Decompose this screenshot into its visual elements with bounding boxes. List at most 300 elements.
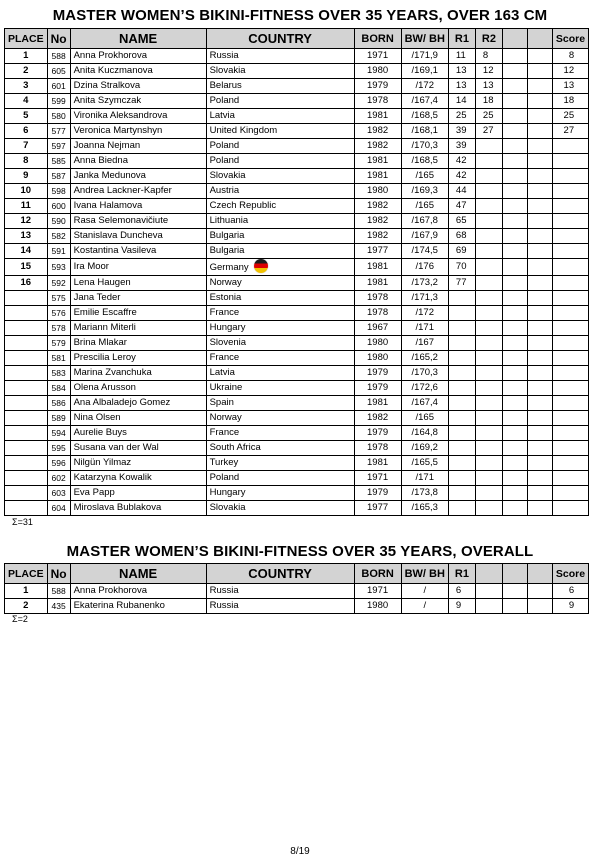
cell-r2	[475, 411, 502, 426]
cell-score: 18	[552, 94, 588, 109]
cell-r2	[475, 291, 502, 306]
cell-name: Marina Zvanchuka	[70, 366, 206, 381]
cell-no: 589	[47, 411, 70, 426]
cell-r2	[475, 169, 502, 184]
cell-r2	[475, 396, 502, 411]
cell-score	[552, 184, 588, 199]
cell-bw: /172,6	[401, 381, 448, 396]
cell-place	[5, 411, 48, 426]
cell-r2	[475, 139, 502, 154]
cell-r2	[475, 276, 502, 291]
cell-empty	[502, 411, 527, 426]
cell-name: Dzina Stralkova	[70, 79, 206, 94]
cell-born: 1981	[354, 456, 401, 471]
cell-place: 1	[5, 49, 48, 64]
cell-bw: /167	[401, 336, 448, 351]
cell-score	[552, 199, 588, 214]
cell-country: Belarus	[206, 79, 354, 94]
cell-country: Poland	[206, 154, 354, 169]
cell-country: Norway	[206, 276, 354, 291]
cell-empty	[502, 259, 527, 276]
table-row	[5, 291, 589, 306]
cell-bw: /172	[401, 79, 448, 94]
cell-r1	[448, 321, 475, 336]
cell-name: Jana Teder	[70, 291, 206, 306]
cell-no: 580	[47, 109, 70, 124]
cell-r2	[475, 456, 502, 471]
cell-r2: 8	[475, 49, 502, 64]
cell-bw: /167,8	[401, 214, 448, 229]
cell-empty	[502, 214, 527, 229]
cell-name: Stanislava Duncheva	[70, 229, 206, 244]
cell-place	[5, 366, 48, 381]
cell-empty	[527, 366, 552, 381]
cell-country: Spain	[206, 396, 354, 411]
cell-empty	[502, 336, 527, 351]
cell-empty	[527, 584, 552, 599]
cell-place	[5, 501, 48, 516]
cell-bw: /165	[401, 199, 448, 214]
table-row	[5, 381, 589, 396]
cell-born: 1982	[354, 411, 401, 426]
cell-r1	[448, 501, 475, 516]
cell-country: Poland	[206, 139, 354, 154]
cell-born: 1981	[354, 396, 401, 411]
cell-empty	[527, 336, 552, 351]
cell-empty	[502, 321, 527, 336]
table-row	[5, 229, 589, 244]
cell-score	[552, 471, 588, 486]
cell-name: Anna Prokhorova	[70, 584, 206, 599]
cell-name: Veronica Martynshyn	[70, 124, 206, 139]
cell-empty	[502, 276, 527, 291]
cell-country: Latvia	[206, 109, 354, 124]
table-row	[5, 139, 589, 154]
cell-born: 1981	[354, 154, 401, 169]
cell-empty	[527, 244, 552, 259]
cell-place	[5, 456, 48, 471]
column-header-no: No	[47, 29, 70, 49]
cell-country: France	[206, 426, 354, 441]
cell-bw: /167,4	[401, 94, 448, 109]
table-row	[5, 259, 589, 276]
table-row	[5, 366, 589, 381]
cell-empty	[502, 94, 527, 109]
column-header-born: BORN	[354, 29, 401, 49]
cell-bw: /	[401, 584, 448, 599]
cell-born: 1982	[354, 124, 401, 139]
cell-r1: 42	[448, 154, 475, 169]
cell-bw: /167,4	[401, 396, 448, 411]
cell-r1	[448, 291, 475, 306]
cell-no: 585	[47, 154, 70, 169]
cell-born: 1971	[354, 471, 401, 486]
cell-empty	[527, 94, 552, 109]
cell-bw: /169,3	[401, 184, 448, 199]
cell-r1	[448, 441, 475, 456]
table-header-row	[5, 29, 589, 49]
cell-name: Ekaterina Rubanenko	[70, 599, 206, 614]
cell-empty	[502, 501, 527, 516]
cell-country: Estonia	[206, 291, 354, 306]
cell-name: Ivana Halamova	[70, 199, 206, 214]
cell-r2	[475, 306, 502, 321]
cell-r1: 47	[448, 199, 475, 214]
cell-born: 1981	[354, 259, 401, 276]
cell-born: 1978	[354, 291, 401, 306]
cell-place	[5, 321, 48, 336]
cell-place: 9	[5, 169, 48, 184]
cell-name: Katarzyna Kowalik	[70, 471, 206, 486]
cell-bw: /165,3	[401, 501, 448, 516]
cell-name: Ira Moor	[70, 259, 206, 276]
cell-empty	[527, 426, 552, 441]
cell-bw: /173,2	[401, 276, 448, 291]
cell-r2	[475, 584, 502, 599]
cell-r2: 18	[475, 94, 502, 109]
cell-r2	[475, 381, 502, 396]
table-row	[5, 396, 589, 411]
cell-r2	[475, 199, 502, 214]
cell-place	[5, 471, 48, 486]
cell-country: Lithuania	[206, 214, 354, 229]
cell-country: Ukraine	[206, 381, 354, 396]
results-table-overall	[4, 563, 589, 614]
cell-born: 1979	[354, 426, 401, 441]
cell-country: Bulgaria	[206, 244, 354, 259]
cell-score	[552, 244, 588, 259]
cell-country: Slovakia	[206, 169, 354, 184]
table-row	[5, 169, 589, 184]
cell-empty	[502, 441, 527, 456]
cell-no: 605	[47, 64, 70, 79]
table-row	[5, 64, 589, 79]
cell-no: 595	[47, 441, 70, 456]
cell-r1: 39	[448, 124, 475, 139]
cell-score: 13	[552, 79, 588, 94]
cell-r2	[475, 214, 502, 229]
cell-name: Anita Kuczmanova	[70, 64, 206, 79]
cell-bw: /173,8	[401, 486, 448, 501]
cell-born: 1982	[354, 139, 401, 154]
cell-country: Poland	[206, 471, 354, 486]
cell-r2	[475, 321, 502, 336]
cell-country: Russia	[206, 599, 354, 614]
column-header-blank-1	[502, 564, 527, 584]
cell-born: 1979	[354, 381, 401, 396]
cell-r1: 25	[448, 109, 475, 124]
cell-name: Anna Prokhorova	[70, 49, 206, 64]
cell-country: South Africa	[206, 441, 354, 456]
entry-count: Σ=2	[12, 614, 28, 624]
cell-r2: 12	[475, 64, 502, 79]
cell-empty	[502, 456, 527, 471]
cell-score	[552, 306, 588, 321]
cell-r1	[448, 366, 475, 381]
cell-born: 1979	[354, 486, 401, 501]
cell-r2	[475, 501, 502, 516]
cell-score: 12	[552, 64, 588, 79]
cell-name: Olena Arusson	[70, 381, 206, 396]
cell-bw: /176	[401, 259, 448, 276]
cell-born: 1981	[354, 169, 401, 184]
table-row	[5, 426, 589, 441]
column-header-born: BORN	[354, 564, 401, 584]
column-header-r1: R1	[448, 564, 475, 584]
cell-place: 14	[5, 244, 48, 259]
cell-r1: 65	[448, 214, 475, 229]
cell-empty	[502, 124, 527, 139]
cell-bw: /170,3	[401, 366, 448, 381]
table-row	[5, 79, 589, 94]
cell-place: 13	[5, 229, 48, 244]
cell-score	[552, 291, 588, 306]
cell-place: 11	[5, 199, 48, 214]
cell-r2: 13	[475, 79, 502, 94]
cell-empty	[527, 124, 552, 139]
cell-score	[552, 426, 588, 441]
cell-bw: /172	[401, 306, 448, 321]
results-table-over-163	[4, 28, 589, 516]
cell-no: 583	[47, 366, 70, 381]
cell-empty	[502, 229, 527, 244]
cell-country: Russia	[206, 584, 354, 599]
cell-no: 596	[47, 456, 70, 471]
cell-place: 1	[5, 584, 48, 599]
cell-bw: /165	[401, 169, 448, 184]
cell-score	[552, 381, 588, 396]
cell-r2	[475, 184, 502, 199]
cell-no: 597	[47, 139, 70, 154]
cell-no: 599	[47, 94, 70, 109]
column-header-place: PLACE	[5, 29, 48, 49]
cell-name: Janka Medunova	[70, 169, 206, 184]
table-row	[5, 124, 589, 139]
cell-country: Russia	[206, 49, 354, 64]
cell-country: Poland	[206, 94, 354, 109]
cell-empty	[527, 396, 552, 411]
cell-empty	[527, 291, 552, 306]
column-header-bw-bh: BW/ BH	[401, 564, 448, 584]
cell-name: Andrea Lackner-Kapfer	[70, 184, 206, 199]
cell-score	[552, 139, 588, 154]
cell-score	[552, 336, 588, 351]
cell-r1	[448, 306, 475, 321]
cell-place	[5, 396, 48, 411]
cell-no: 601	[47, 79, 70, 94]
cell-country: Czech Republic	[206, 199, 354, 214]
cell-empty	[527, 501, 552, 516]
column-header-r2	[475, 564, 502, 584]
cell-score: 9	[552, 599, 588, 614]
cell-born: 1971	[354, 49, 401, 64]
cell-empty	[527, 169, 552, 184]
column-header-country: COUNTRY	[206, 29, 354, 49]
cell-no: 591	[47, 244, 70, 259]
cell-born: 1979	[354, 79, 401, 94]
cell-no: 577	[47, 124, 70, 139]
cell-r2	[475, 441, 502, 456]
germany-flag-icon	[254, 259, 268, 273]
cell-empty	[527, 351, 552, 366]
cell-r1: 13	[448, 64, 475, 79]
cell-no: 435	[47, 599, 70, 614]
cell-born: 1977	[354, 244, 401, 259]
cell-born: 1978	[354, 94, 401, 109]
cell-place: 3	[5, 79, 48, 94]
column-header-name: NAME	[70, 564, 206, 584]
cell-no: 598	[47, 184, 70, 199]
cell-country: Austria	[206, 184, 354, 199]
cell-no: 586	[47, 396, 70, 411]
cell-r1: 6	[448, 584, 475, 599]
cell-name: Nina Olsen	[70, 411, 206, 426]
cell-no: 593	[47, 259, 70, 276]
cell-no: 587	[47, 169, 70, 184]
table-row	[5, 321, 589, 336]
cell-no: 575	[47, 291, 70, 306]
cell-no: 581	[47, 351, 70, 366]
cell-empty	[502, 381, 527, 396]
cell-born: 1982	[354, 199, 401, 214]
cell-name: Kostantina Vasileva	[70, 244, 206, 259]
cell-r1: 11	[448, 49, 475, 64]
cell-name: Brina Mlakar	[70, 336, 206, 351]
cell-born: 1982	[354, 214, 401, 229]
cell-score	[552, 229, 588, 244]
column-header-blank-2	[527, 29, 552, 49]
cell-country: United Kingdom	[206, 124, 354, 139]
cell-no: 579	[47, 336, 70, 351]
cell-no: 603	[47, 486, 70, 501]
cell-country: Turkey	[206, 456, 354, 471]
cell-name: Eva Papp	[70, 486, 206, 501]
cell-no: 578	[47, 321, 70, 336]
cell-name: Aurelie Buys	[70, 426, 206, 441]
cell-empty	[502, 396, 527, 411]
page-number: 8/19	[290, 846, 310, 857]
cell-place: 2	[5, 64, 48, 79]
cell-empty	[527, 199, 552, 214]
cell-place: 10	[5, 184, 48, 199]
cell-place: 7	[5, 139, 48, 154]
cell-country: Slovenia	[206, 336, 354, 351]
cell-name: Joanna Nejman	[70, 139, 206, 154]
cell-country: Slovakia	[206, 501, 354, 516]
section-2-title: MASTER WOMEN’S BIKINI-FITNESS OVER 35 YEARS, OVERALL	[66, 543, 534, 560]
cell-no: 590	[47, 214, 70, 229]
column-header-blank-2	[527, 564, 552, 584]
cell-score	[552, 396, 588, 411]
cell-place: 6	[5, 124, 48, 139]
cell-score	[552, 411, 588, 426]
cell-empty	[527, 441, 552, 456]
column-header-country: COUNTRY	[206, 564, 354, 584]
cell-bw: /171	[401, 321, 448, 336]
table-row	[5, 471, 589, 486]
cell-empty	[527, 321, 552, 336]
cell-place: 5	[5, 109, 48, 124]
table-row	[5, 351, 589, 366]
cell-country: Hungary	[206, 321, 354, 336]
cell-born: 1971	[354, 584, 401, 599]
cell-born: 1982	[354, 229, 401, 244]
cell-empty	[527, 229, 552, 244]
cell-empty	[502, 584, 527, 599]
cell-name: Anna Biedna	[70, 154, 206, 169]
cell-empty	[502, 486, 527, 501]
cell-bw: /164,8	[401, 426, 448, 441]
cell-place	[5, 486, 48, 501]
column-header-score: Score	[552, 564, 588, 584]
cell-empty	[527, 79, 552, 94]
cell-country: France	[206, 351, 354, 366]
cell-empty	[502, 291, 527, 306]
cell-bw: /165,2	[401, 351, 448, 366]
cell-score: 27	[552, 124, 588, 139]
column-header-name: NAME	[70, 29, 206, 49]
cell-r2	[475, 351, 502, 366]
column-header-blank-1	[502, 29, 527, 49]
cell-score: 6	[552, 584, 588, 599]
cell-born: 1981	[354, 109, 401, 124]
table-row	[5, 456, 589, 471]
cell-empty	[527, 49, 552, 64]
cell-empty	[502, 351, 527, 366]
table-header-row	[5, 564, 589, 584]
cell-bw: /174,5	[401, 244, 448, 259]
cell-score	[552, 351, 588, 366]
table-row	[5, 154, 589, 169]
cell-empty	[527, 411, 552, 426]
cell-place	[5, 291, 48, 306]
cell-score: 8	[552, 49, 588, 64]
cell-place: 4	[5, 94, 48, 109]
cell-no: 592	[47, 276, 70, 291]
cell-empty	[502, 79, 527, 94]
entry-count: Σ=31	[12, 517, 33, 527]
cell-r1: 39	[448, 139, 475, 154]
cell-country: France	[206, 306, 354, 321]
cell-no: 584	[47, 381, 70, 396]
cell-r2	[475, 486, 502, 501]
column-header-r2: R2	[475, 29, 502, 49]
country-text: Germany	[209, 262, 249, 273]
cell-score	[552, 486, 588, 501]
cell-r1	[448, 336, 475, 351]
cell-empty	[502, 599, 527, 614]
cell-born: 1980	[354, 64, 401, 79]
cell-bw: /	[401, 599, 448, 614]
cell-r1: 13	[448, 79, 475, 94]
cell-score	[552, 214, 588, 229]
cell-bw: /171	[401, 471, 448, 486]
cell-score: 25	[552, 109, 588, 124]
cell-r2	[475, 244, 502, 259]
table-row	[5, 184, 589, 199]
cell-r2	[475, 229, 502, 244]
cell-place: 2	[5, 599, 48, 614]
column-header-no: No	[47, 564, 70, 584]
table-row	[5, 411, 589, 426]
cell-r2: 27	[475, 124, 502, 139]
cell-r2	[475, 336, 502, 351]
cell-r2	[475, 426, 502, 441]
cell-no: 588	[47, 49, 70, 64]
cell-born: 1981	[354, 276, 401, 291]
table-row	[5, 276, 589, 291]
cell-score	[552, 456, 588, 471]
